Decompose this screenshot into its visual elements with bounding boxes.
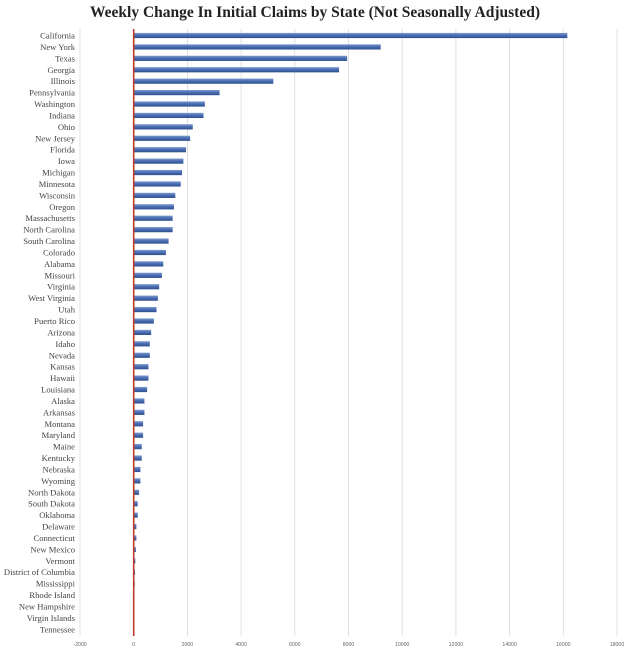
category-label: New Mexico [30, 544, 75, 555]
bar [134, 284, 160, 289]
category-label: Texas [55, 53, 75, 64]
bar [134, 490, 139, 495]
category-label: Wyoming [41, 475, 75, 486]
bar [134, 193, 176, 198]
category-label: District of Columbia [3, 567, 75, 578]
category-label: Illinois [50, 76, 75, 87]
bar [134, 159, 184, 164]
category-label: Maryland [41, 430, 75, 441]
category-label: Maine [53, 441, 75, 452]
x-tick-label: 8000 [342, 642, 355, 648]
bar [134, 421, 143, 426]
category-label: Mississippi [35, 578, 75, 589]
bar [134, 467, 141, 472]
x-tick-label: 10000 [394, 642, 410, 648]
bar [134, 341, 150, 346]
category-label: Oklahoma [39, 510, 75, 521]
bar [134, 67, 339, 72]
bar [134, 90, 220, 95]
category-label: Delaware [42, 521, 75, 532]
category-label: Louisiana [41, 384, 75, 395]
bar [134, 387, 147, 392]
category-label: New York [40, 41, 75, 52]
category-label: South Dakota [27, 498, 75, 509]
x-axis-ticks [73, 642, 624, 648]
bar [134, 238, 169, 243]
category-label: Montana [44, 418, 75, 429]
category-label: Alabama [43, 258, 75, 269]
x-tick-label: 4000 [235, 642, 247, 648]
category-label: New Hampshire [18, 601, 75, 612]
category-label: Hawaii [50, 373, 75, 384]
category-label: Wisconsin [39, 190, 75, 201]
category-label: Rhode Island [29, 590, 75, 601]
category-label: Florida [50, 144, 75, 155]
x-tick-label: 2000 [181, 642, 194, 648]
category-label: Virginia [47, 281, 75, 292]
bar [134, 364, 149, 369]
category-label: California [40, 30, 75, 41]
category-label: Puerto Rico [34, 316, 75, 326]
bar [134, 44, 381, 49]
bar [134, 170, 182, 175]
category-label: Minnesota [38, 178, 75, 189]
bar [134, 79, 274, 84]
category-label: Virgin Islands [26, 612, 75, 623]
bar [134, 433, 143, 438]
category-label: Ohio [57, 121, 75, 132]
bar [134, 250, 166, 255]
bar [134, 56, 347, 61]
bar [134, 261, 164, 266]
category-label: Arizona [47, 327, 75, 338]
bar [134, 410, 145, 415]
bar [134, 307, 157, 312]
category-labels [4, 31, 76, 635]
category-label: Indiana [49, 110, 75, 121]
category-label: Alaska [51, 395, 75, 406]
category-label: Missouri [44, 270, 75, 281]
bar [134, 478, 141, 483]
bar [134, 204, 174, 209]
category-label: North Dakota [27, 487, 75, 498]
category-label: Colorado [43, 247, 75, 258]
category-label: Tennessee [39, 624, 75, 635]
bar [134, 318, 154, 323]
category-label: North Carolina [23, 224, 75, 235]
bar [134, 147, 186, 152]
category-label: West Virginia [28, 293, 75, 304]
x-tick-label: -2000 [73, 642, 87, 648]
category-label: Utah [58, 304, 75, 315]
category-label: Iowa [57, 156, 75, 167]
category-label: Idaho [55, 338, 75, 349]
bar [134, 33, 568, 38]
bar [134, 455, 142, 460]
x-tick-label: 14000 [502, 642, 517, 648]
category-label: Arkansas [43, 407, 75, 418]
bar [134, 444, 142, 449]
bar [134, 181, 181, 186]
chart-title: Weekly Change In Initial Claims by State (Not Seasonally Adjusted) [90, 4, 540, 21]
bar [134, 330, 151, 335]
category-label: Oregon [49, 201, 75, 212]
bar [134, 216, 173, 221]
bar [134, 296, 158, 301]
x-tick-label: 6000 [289, 642, 301, 648]
bar [134, 398, 145, 403]
category-label: Michigan [42, 167, 75, 178]
category-label: Kentucky [41, 453, 75, 464]
bar [134, 353, 150, 358]
x-tick-label: 18000 [609, 642, 625, 648]
category-label: Nebraska [42, 464, 75, 475]
bar [134, 101, 205, 106]
category-label: South Carolina [23, 236, 75, 247]
category-label: Pennsylvania [29, 87, 75, 98]
category-label: Nevada [48, 350, 75, 361]
category-label: Connecticut [33, 532, 75, 543]
bar [134, 124, 193, 129]
x-tick-label: 12000 [448, 642, 464, 648]
x-tick-label: 16000 [556, 642, 571, 648]
category-label: Georgia [47, 64, 75, 75]
grid-lines [80, 29, 617, 636]
bars [134, 33, 568, 621]
bar [134, 227, 173, 232]
category-label: Massachusetts [25, 213, 75, 224]
category-label: Washington [34, 99, 75, 110]
category-label: Vermont [45, 555, 75, 566]
x-tick-label: 0 [132, 642, 136, 648]
category-label: Kansas [50, 361, 75, 372]
category-label: New Jersey [35, 133, 75, 144]
bar [134, 273, 162, 278]
bar [134, 113, 204, 118]
bar [134, 136, 190, 141]
bar [134, 376, 149, 381]
